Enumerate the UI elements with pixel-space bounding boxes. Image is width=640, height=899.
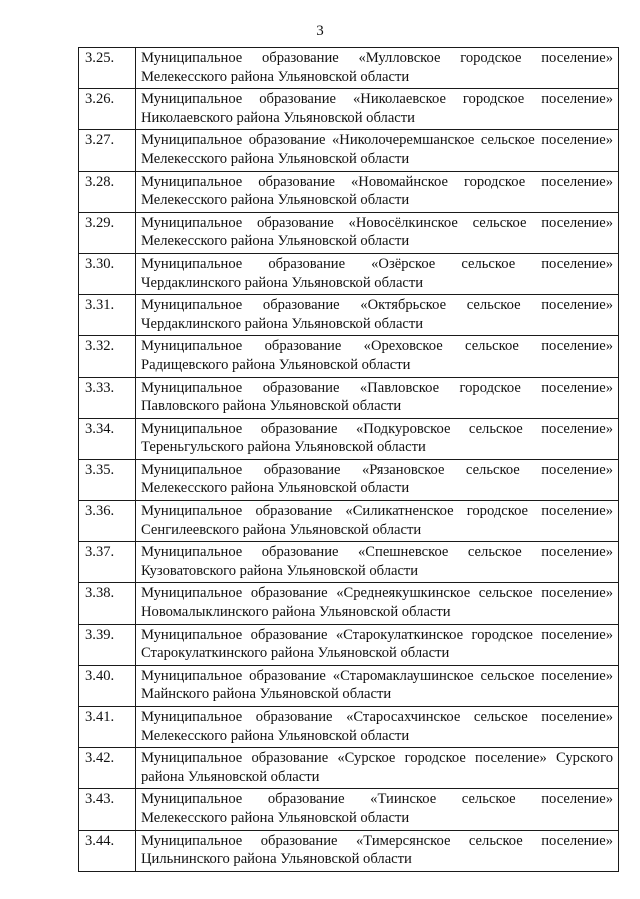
row-text: Муниципальное образование «Сурское городское поселение» Сурского района Ульяновской области (136, 748, 619, 789)
row-number: 3.30. (79, 253, 136, 294)
row-text: Муниципальное образование «Тиинское сельское поселение» Мелекесского района Ульяновской области (136, 789, 619, 830)
row-text: Муниципальное образование «Мулловское городское поселение» Мелекесского района Ульяновской области (136, 48, 619, 89)
table-row (79, 377, 619, 418)
row-text: Муниципальное образование «Тимерсянское сельское поселение» Цильнинского района Ульяновской области (136, 830, 619, 871)
table-row (79, 748, 619, 789)
row-number: 3.27. (79, 130, 136, 171)
table-row (79, 542, 619, 583)
row-number: 3.43. (79, 789, 136, 830)
table-row (79, 501, 619, 542)
row-number: 3.39. (79, 624, 136, 665)
row-text: Муниципальное образование «Старокулаткинское городское поселение» Старокулаткинского района Ульяновской области (136, 624, 619, 665)
table-row (79, 89, 619, 130)
row-text: Муниципальное образование «Новомайнское городское поселение» Мелекесского района Ульяновской области (136, 171, 619, 212)
table-row (79, 707, 619, 748)
table-row (79, 171, 619, 212)
row-text: Муниципальное образование «Октябрьское сельское поселение» Чердаклинского района Ульяновской области (136, 295, 619, 336)
row-text: Муниципальное образование «Среднеякушкинское сельское поселение» Новомалыклинского района Ульяновской области (136, 583, 619, 624)
row-number: 3.42. (79, 748, 136, 789)
row-number: 3.29. (79, 212, 136, 253)
table-row (79, 624, 619, 665)
table-row (79, 583, 619, 624)
row-number: 3.44. (79, 830, 136, 871)
row-number: 3.36. (79, 501, 136, 542)
row-text: Муниципальное образование «Ореховское сельское поселение» Радищевского района Ульяновской области (136, 336, 619, 377)
table-row (79, 212, 619, 253)
municipalities-table (78, 47, 619, 872)
table-row (79, 48, 619, 89)
row-text: Муниципальное образование «Подкуровское сельское поселение» Тереньгульского района Ульяновской области (136, 418, 619, 459)
table-row (79, 336, 619, 377)
row-text: Муниципальное образование «Силикатненское городское поселение» Сенгилеевского района Ульяновской области (136, 501, 619, 542)
row-number: 3.32. (79, 336, 136, 377)
row-number: 3.26. (79, 89, 136, 130)
table-body (79, 48, 619, 872)
row-text: Муниципальное образование «Павловское городское поселение» Павловского района Ульяновской области (136, 377, 619, 418)
row-number: 3.38. (79, 583, 136, 624)
row-number: 3.37. (79, 542, 136, 583)
table-row (79, 295, 619, 336)
row-number: 3.41. (79, 707, 136, 748)
row-number: 3.31. (79, 295, 136, 336)
row-text: Муниципальное образование «Новосёлкинское сельское поселение» Мелекесского района Ульяновской области (136, 212, 619, 253)
table-row (79, 830, 619, 871)
table-row (79, 459, 619, 500)
row-number: 3.28. (79, 171, 136, 212)
table-row (79, 665, 619, 706)
row-text: Муниципальное образование «Старомаклаушинское сельское поселение» Майнского района Ульяновской области (136, 665, 619, 706)
row-text: Муниципальное образование «Николочеремшанское сельское поселение» Мелекесского района Ульяновской области (136, 130, 619, 171)
table-row (79, 253, 619, 294)
row-text: Муниципальное образование «Рязановское сельское поселение» Мелекесского района Ульяновской области (136, 459, 619, 500)
row-number: 3.25. (79, 48, 136, 89)
row-text: Муниципальное образование «Старосахчинское сельское поселение» Мелекесского района Ульяновской области (136, 707, 619, 748)
row-text: Муниципальное образование «Озёрское сельское поселение» Чердаклинского района Ульяновской области (136, 253, 619, 294)
row-number: 3.40. (79, 665, 136, 706)
row-text: Муниципальное образование «Спешневское сельское поселение» Кузоватовского района Ульяновской области (136, 542, 619, 583)
row-number: 3.34. (79, 418, 136, 459)
table-row (79, 418, 619, 459)
table-row (79, 789, 619, 830)
table-row (79, 130, 619, 171)
page-number: 3 (316, 23, 324, 39)
row-number: 3.33. (79, 377, 136, 418)
row-number: 3.35. (79, 459, 136, 500)
row-text: Муниципальное образование «Николаевское городское поселение» Николаевского района Ульяновской области (136, 89, 619, 130)
